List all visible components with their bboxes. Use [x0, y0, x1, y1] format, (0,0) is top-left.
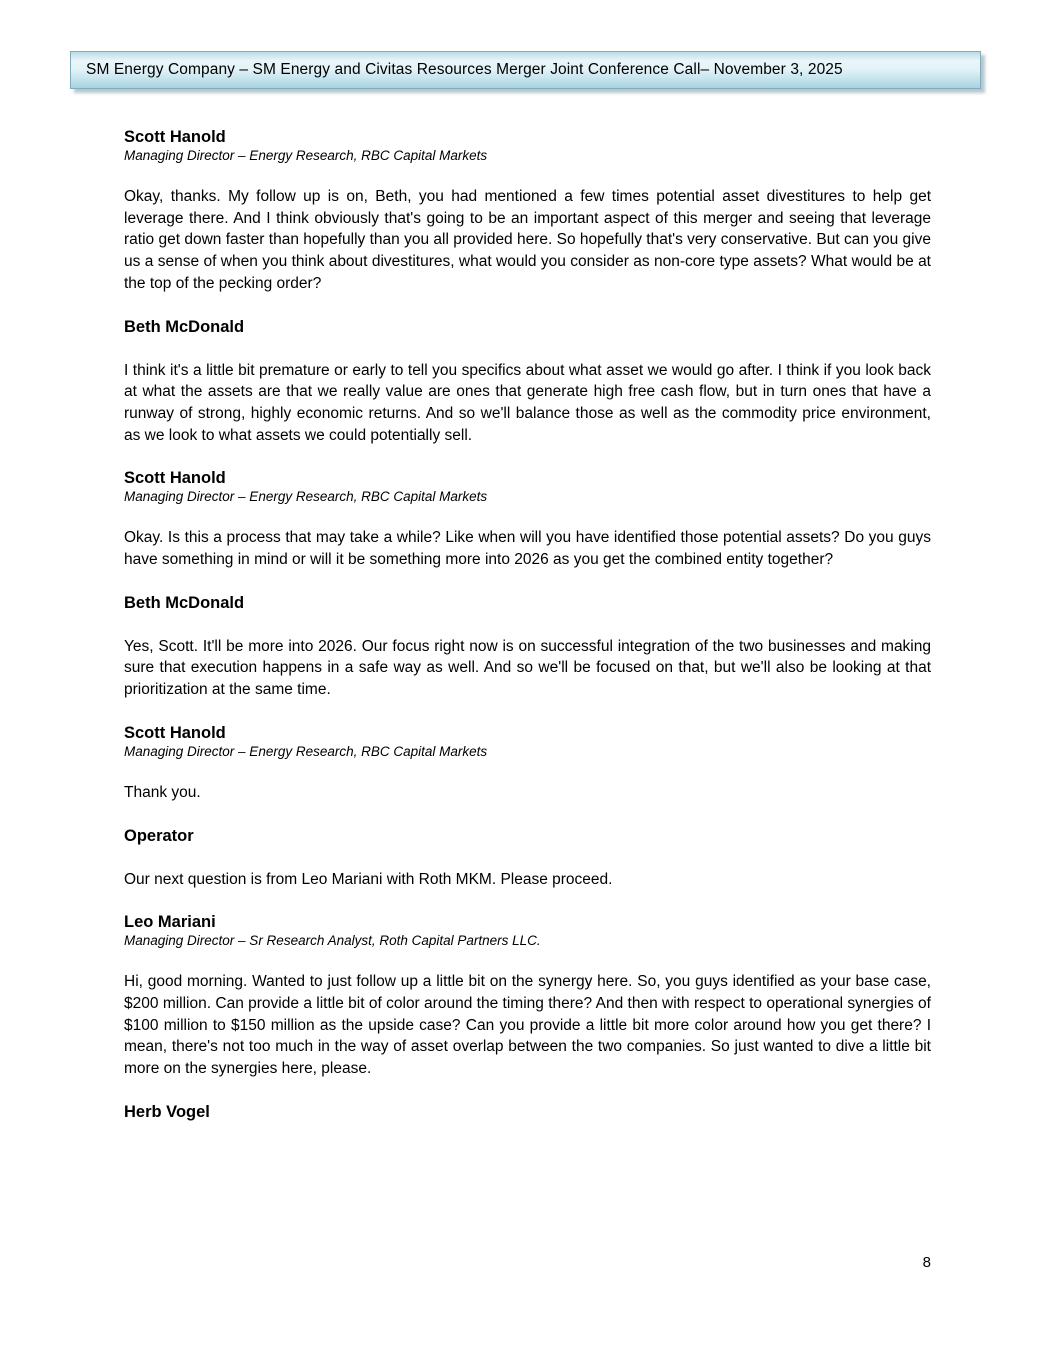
speech-paragraph: Yes, Scott. It'll be more into 2026. Our focus right now is on successful integration of the two businesses and making sure that execution happens in a safe way as well. And so we'll be focused on that, but we'll also be looking at that prioritization at the same time. — [124, 637, 931, 699]
transcript-section — [124, 826, 931, 891]
speaker-name: Scott Hanold — [124, 723, 226, 742]
speaker-name: Leo Mariani — [124, 913, 216, 932]
transcript-section — [124, 723, 931, 804]
transcript-section — [124, 1102, 931, 1123]
speech-paragraph: Thank you. — [124, 783, 201, 801]
transcript-section — [124, 593, 931, 701]
speech-paragraph: I think it's a little bit premature or early to tell you specifics about what asset we would go after. I think if you look back at what the assets are that we really value are ones that generate high free cash flow, but in turn ones that have a runway of strong, highly economic returns. And so we'll balance those as well as the commodity price environment, as we look to what assets we could potentially sell. — [124, 361, 931, 444]
banner-title: SM Energy Company – SM Energy and Civitas Resources Merger Joint Conference Call– November 3, 2025 — [86, 61, 843, 78]
speech-paragraph: Our next question is from Leo Mariani with Roth MKM. Please proceed. — [124, 870, 613, 888]
speech-paragraph: Hi, good morning. Wanted to just follow up a little bit on the synergy here. So, you guys identified as your base case, $200 million. Can provide a little bit of color around the timing there? And then with respect to operational synergies of $100 million to $150 million as the upside case? Can you provide a little bit more color around how you get there? I mean, there's not too much in the way of asset overlap between the two companies. So just wanted to dive a little bit more on the synergies here, please. — [124, 973, 931, 1078]
speaker-role: Managing Director – Energy Research, RBC Capital Markets — [124, 489, 488, 505]
transcript-section — [124, 468, 931, 570]
speaker-name: Scott Hanold — [124, 128, 226, 146]
speaker-name: Beth McDonald — [124, 317, 245, 336]
header-banner — [70, 51, 981, 89]
speaker-name: Scott Hanold — [124, 469, 226, 488]
transcript-section — [124, 317, 931, 447]
speaker-role: Managing Director – Energy Research, RBC Capital Markets — [124, 148, 488, 163]
transcript-section — [124, 912, 931, 1080]
transcript — [124, 127, 931, 1145]
page-number — [124, 1254, 931, 1272]
speaker-name: Beth McDonald — [124, 593, 245, 612]
speaker-name: Herb Vogel — [124, 1102, 210, 1121]
speaker-role: Managing Director – Sr Research Analyst, Roth Capital Partners LLC. — [124, 933, 541, 949]
speech-paragraph: Okay. Is this a process that may take a while? Like when will you have identified those potential assets? Do you guys have something in mind or will it be something more into 2026 as you get the combined entity together? — [124, 529, 931, 569]
speaker-role: Managing Director – Energy Research, RBC Capital Markets — [124, 743, 488, 759]
transcript-section — [124, 127, 931, 295]
page-number-value: 8 — [922, 1254, 931, 1271]
speech-paragraph: Okay, thanks. My follow up is on, Beth, you had mentioned a few times potential asset divestitures to help get leverage there. And I think obviously that's going to be an important aspect of this merger and seeing that leverage ratio get down faster than hopefully than you all provided here. So hopefully that's very conservative. But can you give us a sense of when you think about divestitures, what would you consider as non-core type assets? What would be at the top of the pecking order? — [124, 188, 931, 292]
speaker-name: Operator — [124, 826, 194, 845]
